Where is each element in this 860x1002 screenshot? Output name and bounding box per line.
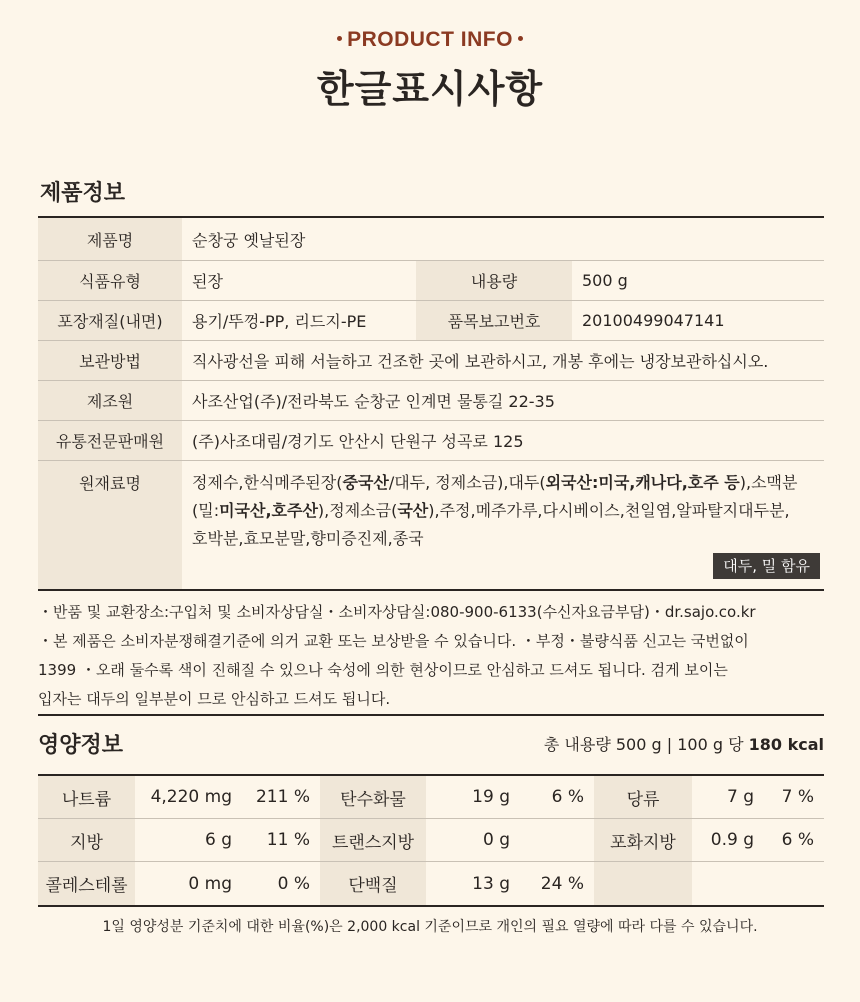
nutrient-label: 당류 (594, 776, 692, 818)
label-product-name: 제품명 (38, 218, 182, 260)
notice-line: ・반품 및 교환장소:구입처 및 소비자상담실・소비자상담실:080-900-6133(수신자요금부담)・dr.sajo.co.kr (38, 603, 756, 621)
page-header (0, 28, 860, 113)
value-food-type: 된장 (182, 261, 416, 300)
eyebrow-text: PRODUCT INFO (347, 28, 513, 51)
notice-line: 1399 ・오래 둘수록 색이 진해질 수 있으나 숙성에 의한 현상이므로 안심하고 드셔도 됩니다. 검게 보이는 (38, 661, 728, 679)
row-product-name (38, 218, 824, 261)
nutrition-row (38, 776, 824, 819)
nutrient-amount: 7 g (726, 787, 754, 807)
nutrient-percent: 6 % (551, 787, 584, 807)
dot-icon (337, 36, 342, 41)
notice-line: ・본 제품은 소비자분쟁해결기준에 의거 교환 또는 보상받을 수 있습니다. ・부정・불량식품 신고는 국번없이 (38, 632, 749, 650)
nutrition-row (38, 819, 824, 862)
product-section-title: 제품정보 (40, 181, 126, 206)
empty-cell (762, 862, 824, 905)
empty-cell (594, 862, 692, 905)
divider (38, 714, 824, 716)
nutrient-amount: 13 g (472, 873, 510, 894)
value-packaging: 용기/뚜껑-PP, 리드지-PE (182, 301, 416, 340)
nutrition-row (38, 862, 824, 905)
value-ingredients: 정제수,한식메주된장(중국산/대두, 정제소금),대두(외국산:미국,캐나다,호주 등),소맥분 (밀:미국산,호주산),정제소금(국산),주정,메주가루,다시베이스,천일염,알파탈지대두분, 호박분,효모분말,향미증진제,종국 대두, 밀 함유 (182, 461, 824, 589)
nutrient-label: 단백질 (320, 862, 426, 905)
nutrient-percent (518, 819, 594, 861)
value-manufacturer: 사조산업(주)/전라북도 순창군 인계면 물통길 22-35 (182, 381, 824, 420)
row-storage (38, 341, 824, 381)
eyebrow-title (0, 28, 860, 52)
nutrient-label: 포화지방 (594, 819, 692, 861)
nutrient-amount: 0 g (482, 830, 510, 850)
label-packaging: 포장재질(내면) (38, 301, 182, 340)
nutrient-label: 나트륨 (38, 776, 135, 818)
label-food-type: 식품유형 (38, 261, 182, 300)
label-distributor: 유통전문판매원 (38, 421, 182, 460)
row-distributor (38, 421, 824, 461)
product-info-table (38, 216, 824, 591)
label-volume: 내용량 (416, 261, 572, 300)
nutrition-footnote: 1일 영양성분 기준치에 대한 비율(%)은 2,000 kcal 기준이므로 개인의 필요 열량에 따라 다를 수 있습니다. (102, 919, 758, 935)
nutrient-amount: 0 mg (188, 873, 232, 894)
nutrient-percent: 0 % (277, 873, 310, 894)
nutrient-label: 탄수화물 (320, 776, 426, 818)
nutrient-percent: 24 % (540, 873, 584, 894)
value-report-number: 20100499047141 (572, 301, 824, 340)
empty-cell (692, 862, 762, 905)
value-storage: 직사광선을 피해 서늘하고 건조한 곳에 보관하시고, 개봉 후에는 냉장보관하십시오. (182, 341, 824, 380)
label-manufacturer: 제조원 (38, 381, 182, 420)
label-ingredients: 원재료명 (38, 461, 182, 589)
nutrition-total: 총 내용량 500 g | 100 g 당 180 kcal (543, 735, 824, 754)
nutrient-label: 트랜스지방 (320, 819, 426, 861)
dot-icon (518, 36, 523, 41)
nutrient-amount: 4,220 mg (150, 787, 232, 807)
label-storage: 보관방법 (38, 341, 182, 380)
allergen-badge: 대두, 밀 함유 (713, 553, 820, 579)
page-title: 한글표시사항 (316, 67, 544, 111)
label-report-number: 품목보고번호 (416, 301, 572, 340)
nutrition-title: 영양정보 (38, 733, 124, 758)
nutrition-header (38, 728, 824, 759)
nutrient-percent: 7 % (781, 787, 814, 807)
value-product-name: 순창궁 옛날된장 (182, 218, 824, 260)
value-distributor: (주)사조대림/경기도 안산시 단원구 성곡로 125 (182, 421, 824, 460)
nutrient-percent: 11 % (266, 830, 310, 850)
nutrient-label: 콜레스테롤 (38, 862, 135, 905)
value-volume: 500 g (572, 261, 824, 300)
nutrient-percent: 6 % (781, 830, 814, 850)
nutrient-amount: 0.9 g (710, 830, 754, 850)
nutrition-table (38, 774, 824, 907)
nutrient-amount: 6 g (204, 830, 232, 850)
row-food-type (38, 261, 824, 301)
nutrient-amount: 19 g (472, 787, 510, 807)
row-packaging (38, 301, 824, 341)
notice-text (38, 598, 824, 714)
row-manufacturer (38, 381, 824, 421)
nutrient-percent: 211 % (255, 787, 310, 807)
row-ingredients (38, 461, 824, 591)
notice-line: 입자는 대두의 일부분이 므로 안심하고 드셔도 됩니다. (38, 690, 391, 708)
nutrient-label: 지방 (38, 819, 135, 861)
